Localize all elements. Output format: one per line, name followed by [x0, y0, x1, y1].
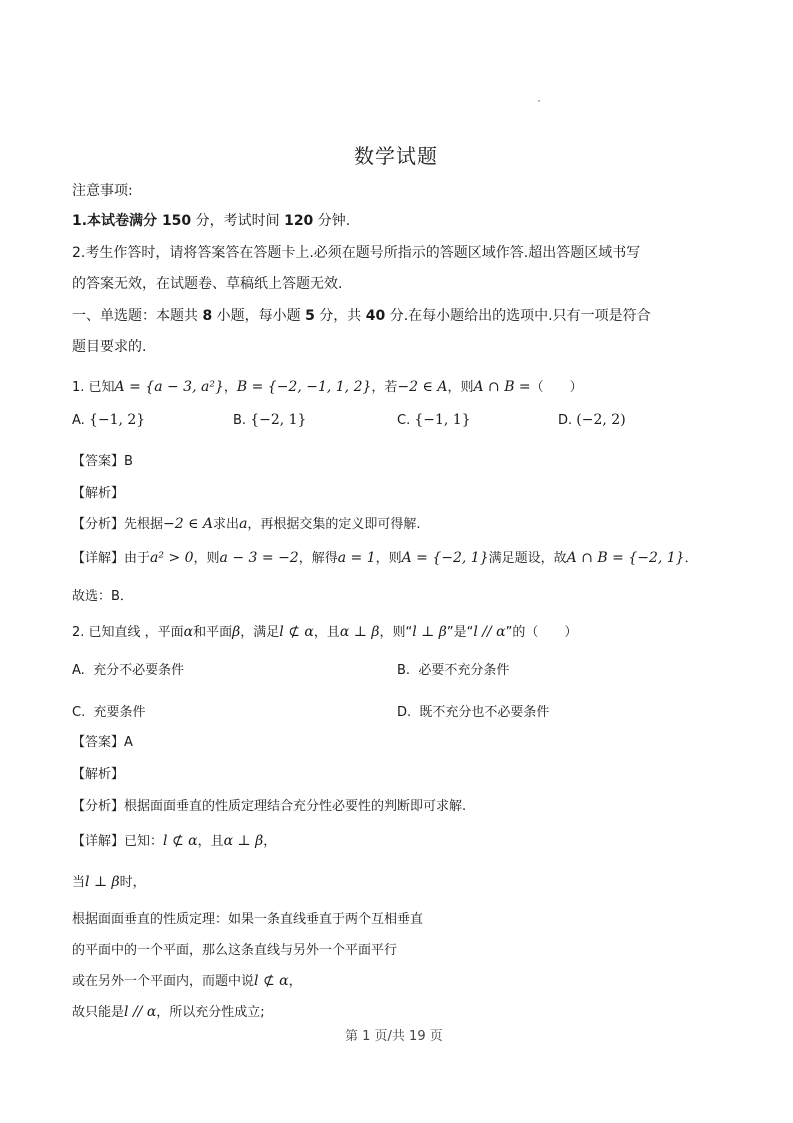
- detail-text: 已知：: [124, 834, 164, 849]
- q1-option-c: [397, 412, 471, 428]
- option-value: 充要条件: [93, 705, 146, 720]
- q1-answer: [72, 450, 133, 469]
- option-label: C.: [397, 413, 411, 428]
- notice-item1-suffix: 分钟.: [313, 213, 351, 229]
- question-2-stem: [72, 621, 577, 640]
- q2-option-a: [72, 659, 184, 678]
- q1-analysis: [72, 513, 421, 532]
- q2-paragraph-1: 根据面面垂直的性质定理：如果一条直线垂直于两个互相垂直: [72, 912, 424, 927]
- q1-comma: ，: [223, 380, 237, 395]
- page-title: 数学试题: [354, 144, 438, 168]
- q1-set-a: A = {a − 3, a²}: [114, 379, 224, 395]
- option-value: 既不充分也不必要条件: [419, 705, 550, 720]
- q2-paragraph-4: [72, 1001, 265, 1020]
- detail-text: ，则: [375, 551, 402, 566]
- answer-tag: 【答案】: [72, 454, 125, 469]
- q1-prefix: 1. 已知: [72, 380, 115, 395]
- option-value: {−1, 2}: [88, 412, 146, 428]
- option-label: A.: [72, 663, 85, 678]
- detail-math: l // α: [124, 1004, 157, 1020]
- analysis-text: ，再根据交集的定义即可得解.: [247, 517, 421, 532]
- option-value: 充分不必要条件: [93, 663, 185, 678]
- q1-detail: [72, 547, 698, 566]
- detail-text: ，且: [197, 834, 224, 849]
- option-label: D.: [558, 413, 573, 428]
- q2-answer: [72, 731, 133, 750]
- q1-option-b: [233, 412, 306, 428]
- analysis-math: a: [239, 516, 248, 532]
- notice-item1-prefix: 1.本试卷满分: [72, 213, 162, 229]
- q2-text: ，且: [313, 625, 340, 640]
- q2-paragraph-2: 的平面中的一个平面，那么这条直线与另外一个平面平行: [72, 943, 398, 958]
- section-1-line1: [72, 305, 651, 325]
- section-text-a: 一、单选题：本题共: [72, 308, 203, 324]
- answer-value: B: [124, 454, 133, 469]
- answer-tag: 【答案】: [72, 735, 125, 750]
- detail-text: 当: [72, 875, 86, 890]
- notice-item-2-line1: 2.考生作答时，请将答案答在答题卡上.必须在题号所指示的答题区域作答.超出答题区域书写: [72, 245, 641, 261]
- detail-tag: 【详解】: [72, 551, 125, 566]
- q2-math: l ⊥ β: [412, 624, 447, 640]
- section-text-c: 分，共: [314, 308, 366, 324]
- notice-score: 150: [161, 213, 192, 229]
- q2-text: ”的（ ）: [505, 625, 578, 640]
- analysis-text: 根据面面垂直的性质定理结合充分性必要性的判断即可求解.: [124, 799, 467, 814]
- detail-math: A = {−2, 1}: [401, 550, 489, 566]
- detail-math: a² > 0: [150, 550, 194, 566]
- section-1-line2: 题目要求的.: [72, 339, 147, 355]
- notice-item1-mid: 分，考试时间: [191, 213, 285, 229]
- analysis-tag: 【分析】: [72, 799, 125, 814]
- q2-option-b: [397, 659, 509, 678]
- q2-text: 2. 已知直线 ，平面: [72, 625, 184, 640]
- q2-text: ”是“: [446, 625, 474, 640]
- q2-math: l ⊄ α: [279, 624, 314, 640]
- option-value: 必要不充分条件: [418, 663, 510, 678]
- detail-text: ，: [263, 834, 277, 849]
- q2-text: ，满足: [240, 625, 280, 640]
- detail-text: 或在另外一个平面内，而题中说: [72, 974, 255, 989]
- q2-beta: β: [232, 624, 241, 640]
- q2-option-c: [72, 701, 146, 720]
- q1-choose: 故选：B．: [72, 589, 133, 604]
- option-label: B.: [233, 413, 247, 428]
- q1-then: ，则: [447, 380, 474, 395]
- analysis-tag: 【分析】: [72, 517, 125, 532]
- q2-paragraph-3: [72, 970, 302, 989]
- option-value: {−2, 1}: [250, 412, 307, 428]
- analysis-text: 先根据: [124, 517, 164, 532]
- answer-value: A: [124, 735, 133, 750]
- q1-set-b: B = {−2, −1, 1, 2}: [236, 379, 372, 395]
- section-text-d: 分.在每小题给出的选项中.只有一项是符合: [385, 308, 651, 324]
- detail-text: 满足题设，故: [488, 551, 567, 566]
- section-count: 8: [202, 308, 213, 324]
- q2-alpha: α: [183, 624, 194, 640]
- section-total: 40: [365, 308, 386, 324]
- detail-math: l ⊄ α: [254, 973, 289, 989]
- option-label: A.: [72, 413, 85, 428]
- q2-text: 和平面: [193, 625, 233, 640]
- option-label: D.: [397, 705, 412, 720]
- q2-analysis: [72, 795, 466, 814]
- detail-text: 时，: [119, 875, 146, 890]
- q1-jiexi: 【解析】: [72, 486, 125, 501]
- detail-math: a − 3 = −2: [219, 550, 299, 566]
- notice-item-1: [72, 210, 350, 230]
- q2-math: α ⊥ β: [339, 624, 380, 640]
- detail-math: a = 1: [337, 550, 376, 566]
- option-value: {−1, 1}: [414, 412, 471, 428]
- q1-paren: （ ）: [530, 380, 583, 395]
- detail-text: ，解得: [298, 551, 338, 566]
- detail-text: ，所以充分性成立;: [156, 1005, 265, 1020]
- q2-detail: [72, 830, 276, 849]
- detail-math: l ⊥ β: [85, 874, 120, 890]
- section-text-b: 小题，每小题: [212, 308, 306, 324]
- q1-cond-pre: ，若: [371, 380, 398, 395]
- option-label: B.: [397, 663, 411, 678]
- detail-math: α ⊥ β: [223, 833, 264, 849]
- detail-math: l ⊄ α: [163, 833, 198, 849]
- q1-ask: A ∩ B =: [473, 379, 531, 395]
- section-per: 5: [305, 308, 315, 324]
- notice-heading: 注意事项:: [72, 183, 133, 199]
- q2-math: l // α: [473, 624, 506, 640]
- page-footer: 第 1 页/共 19 页: [345, 1029, 443, 1044]
- q2-jiexi: 【解析】: [72, 767, 125, 782]
- detail-text: 故只能是: [72, 1005, 125, 1020]
- analysis-text: 求出: [213, 517, 240, 532]
- detail-tag: 【详解】: [72, 834, 125, 849]
- detail-text: ．: [684, 551, 698, 566]
- scan-dot: [538, 100, 540, 102]
- option-label: C.: [72, 705, 86, 720]
- q1-option-d: [558, 412, 626, 428]
- q1-option-a: [72, 412, 145, 428]
- question-1-stem: [72, 376, 583, 395]
- q1-cond: −2 ∈ A: [397, 379, 448, 395]
- detail-math: A ∩ B = {−2, 1}: [566, 550, 685, 566]
- notice-time: 120: [284, 213, 314, 229]
- option-value: (−2, 2): [576, 412, 626, 428]
- detail-text: ，: [288, 974, 302, 989]
- q2-text: ，则“: [379, 625, 413, 640]
- analysis-math: −2 ∈ A: [163, 516, 214, 532]
- q2-option-d: [397, 701, 549, 720]
- q2-when: [72, 871, 146, 890]
- detail-text: 由于: [124, 551, 151, 566]
- notice-item-2-line2: 的答案无效，在试题卷、草稿纸上答题无效.: [72, 276, 343, 292]
- detail-text: ，则: [193, 551, 220, 566]
